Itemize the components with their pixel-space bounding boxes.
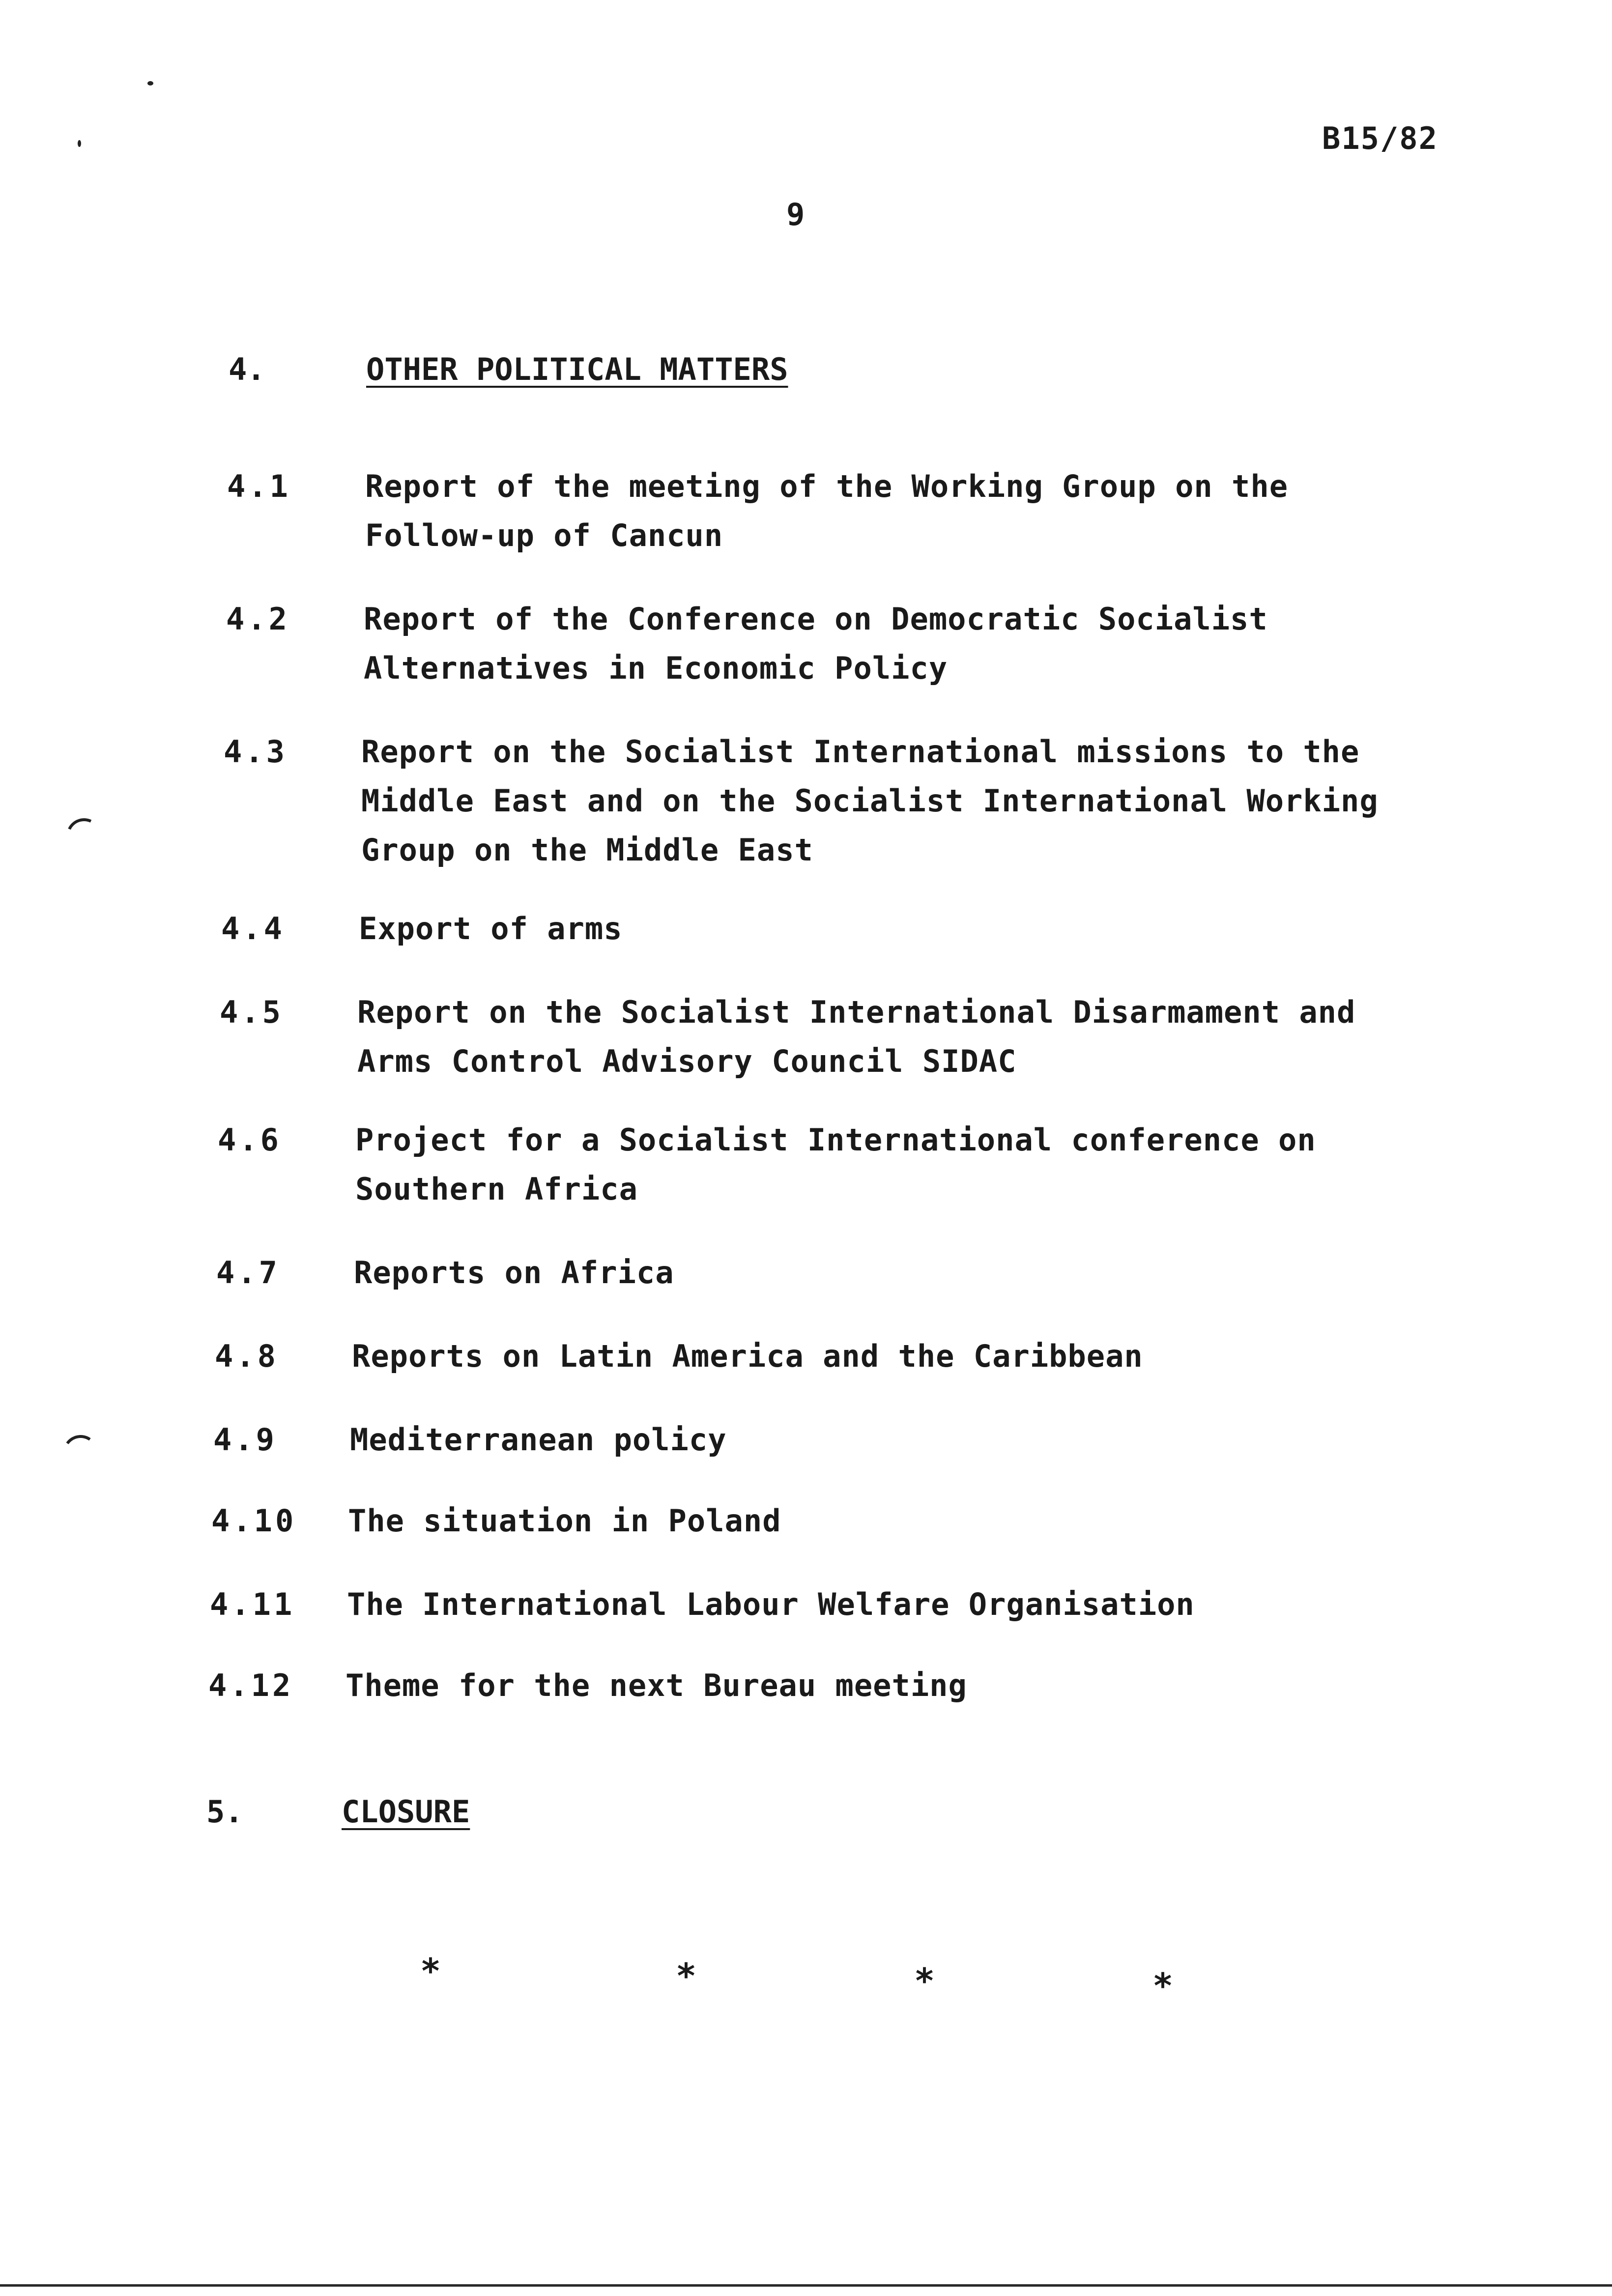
scan-mark [60,1432,101,1473]
item-number: 4.10 [211,1503,297,1539]
item-text: Export of arms [359,911,623,947]
item-number: 4.4 [221,911,285,947]
section-heading [0,351,1612,396]
star-mark: * [676,1956,697,1996]
scan-speck [147,81,153,86]
section-number: 4. [229,351,265,387]
section-number: 5. [206,1794,243,1830]
bottom-edge-line [0,2284,1612,2287]
item-text: Theme for the next Bureau meeting [345,1667,967,1703]
item-text: The situation in Poland [348,1503,781,1539]
item-number: 4.12 [208,1667,294,1703]
section-title: CLOSURE [342,1794,470,1830]
item-text: Mediterranean policy [350,1422,727,1458]
item-number: 4.3 [224,734,288,770]
item-number: 4.9 [213,1422,277,1458]
scan-mark [61,813,107,859]
item-number: 4.8 [215,1338,279,1374]
item-text: Report of the meeting of the Working Group on the Follow-up of Cancun [365,468,1289,553]
item-text: Reports on Africa [354,1255,674,1291]
item-text: The International Labour Welfare Organisation [347,1586,1195,1622]
page-number: 9 [786,197,805,232]
closing-stars [0,1951,1612,2006]
scan-speck [78,140,81,147]
item-text: Report on the Socialist International Disarmament and Arms Control Advisory Council SIDAC [357,994,1356,1079]
item-number: 4.1 [227,468,291,504]
star-mark: * [420,1951,441,1991]
item-text: Reports on Latin America and the Caribbean [352,1338,1143,1374]
section-heading [0,1794,1612,1838]
item-text: Report of the Conference on Democratic Socialist Alternatives in Economic Policy [364,601,1268,686]
section-title: OTHER POLITICAL MATTERS [366,351,788,387]
item-text: Report on the Socialist International missions to the Middle East and on the Socialist International Working Group on the Middle East [361,734,1379,868]
item-number: 4.5 [220,994,284,1030]
item-number: 4.7 [216,1255,280,1291]
item-number: 4.6 [218,1122,282,1158]
star-mark: * [914,1961,935,2001]
star-mark: * [1152,1966,1174,2006]
item-number: 4.2 [226,601,290,637]
item-number: 4.11 [210,1586,295,1622]
item-text: Project for a Socialist International conference on Southern Africa [355,1122,1316,1207]
document-reference: B15/82 [1322,120,1438,156]
